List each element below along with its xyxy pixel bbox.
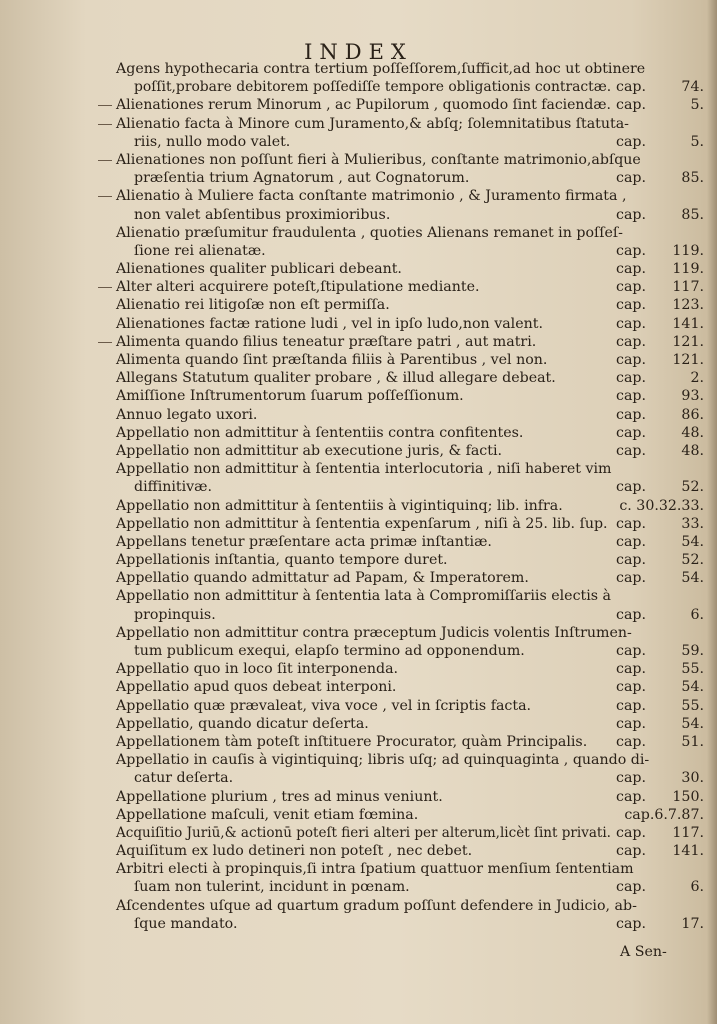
entry-line-text: Alimenta quando ſint præſtanda filiis à Parentibus , vel non.: [116, 352, 548, 368]
chapter-abbrev: cap.: [616, 279, 646, 296]
chapter-reference: [616, 442, 704, 460]
entry-text: [116, 442, 702, 460]
entry-line-text: Alimenta quando filius teneatur præſtare patri , aut matri.: [116, 333, 537, 350]
entry-text: [116, 406, 702, 424]
chapter-number: 117.: [672, 824, 704, 841]
entry-line-text: Alienationes factæ ratione ludi , vel in ipſo ludo,non valent.: [116, 315, 543, 332]
index-entry: [116, 678, 702, 696]
index-entry: [116, 897, 702, 933]
chapter-abbrev: cap.: [616, 370, 646, 387]
entry-line-text: Agens hypothecaria contra tertium poſſeſſorem,ſufficit,ad hoc ut obtinere: [116, 61, 646, 77]
entry-text: [116, 369, 702, 387]
index-entry: [116, 587, 702, 623]
entry-text: [116, 460, 702, 478]
chapter-number: 54.: [681, 679, 704, 696]
chapter-number: 48.: [681, 424, 704, 441]
entry-line-text: Amiſſione Inſtrumentorum ſuarum poſſeſſionum.: [116, 388, 464, 405]
chapter-abbrev: cap.: [616, 824, 646, 841]
index-entry: [116, 533, 702, 551]
entry-line-text: Appellatio non admittitur à ſententia lata à Compromiſſariis electis à: [116, 588, 612, 605]
chapter-reference: [616, 824, 704, 842]
entry-line-text: Appellatio non admittitur à ſententiis à vigintiquinq; lib. infra.: [116, 497, 563, 514]
entry-text: [116, 788, 702, 806]
entry-line-text: diffinitivæ.: [134, 479, 213, 496]
entry-line-text: Alienatio præſumitur fraudulenta , quoties Alienans remanet in poſſeſ-: [116, 224, 623, 241]
entry-line-text: Appellatio non admittitur à ſententia expenſarum , niſi à 25. lib. ſup.: [116, 515, 608, 532]
index-entry: [116, 697, 702, 715]
index-entry: [116, 660, 702, 678]
entry-line-text: Aſcendentes uſque ad quartum gradum poſſunt defendere in Judicio, ab-: [116, 897, 637, 914]
chapter-abbrev: cap.: [616, 315, 646, 332]
chapter-abbrev: cap.: [616, 733, 646, 750]
chapter-number: 6.: [690, 879, 704, 896]
entry-line-text: Appellatio quæ prævaleat, viva voce , vel in ſcriptis facta.: [116, 697, 532, 714]
entry-line-text: Acquiſitio Juriū,& actionū poteſt fieri alteri per alterum,licèt ſint privati.: [116, 824, 611, 841]
chapter-reference: [616, 206, 704, 224]
chapter-abbrev: cap.: [616, 879, 646, 896]
entry-continuation: [116, 242, 702, 260]
entry-continuation: [116, 769, 702, 787]
chapter-reference: [616, 569, 704, 587]
entry-text: [116, 860, 702, 878]
chapter-number: 119.: [672, 261, 704, 278]
index-entry: [116, 806, 702, 824]
chapter-reference: [616, 333, 704, 351]
index-entry: [116, 224, 702, 260]
chapter-abbrev: cap.: [616, 97, 646, 114]
chapter-number: 52.: [681, 479, 704, 496]
chapter-number: 54.: [681, 715, 704, 732]
entry-text: [116, 296, 702, 314]
chapter-number: 141.: [672, 843, 704, 860]
chapter-number: 6.: [690, 606, 704, 623]
chapter-number: 52.: [681, 552, 704, 569]
chapter-number: 5.: [690, 133, 704, 150]
index-entry: [116, 406, 702, 424]
index-entry: [116, 515, 702, 533]
chapter-number: 48.: [681, 442, 704, 459]
entry-line-text: Appellatio non admittitur à ſententia interlocutoria , niſi haberet vim: [116, 461, 612, 478]
chapter-reference: [616, 296, 704, 314]
chapter-number: 85.: [681, 206, 704, 223]
entry-text: [116, 351, 702, 369]
chapter-number: 55.: [681, 697, 704, 714]
chapter-reference: [616, 678, 704, 696]
entry-line-text: Appellatio apud quos debeat interponi.: [116, 679, 397, 696]
index-entry: [116, 824, 702, 842]
chapter-reference: [616, 424, 704, 442]
chapter-reference: [616, 278, 704, 296]
chapter-reference: [616, 842, 704, 860]
chapter-abbrev: cap.: [616, 552, 646, 569]
index-entry: [116, 551, 702, 569]
index-entry: [116, 497, 702, 515]
index-entry: [116, 715, 702, 733]
chapter-reference: [616, 169, 704, 187]
entry-line-text: catur deſerta.: [134, 770, 234, 787]
entry-line-text: Alienatio rei litigoſæ non eſt permiſſa.: [116, 297, 390, 314]
index-entry: [116, 624, 702, 660]
chapter-number: 55.: [681, 661, 704, 678]
entry-text: [116, 60, 702, 78]
margin-dash-mark: [98, 105, 112, 106]
chapter-reference: [616, 96, 704, 114]
chapter-abbrev: cap.: [616, 843, 646, 860]
index-entry: [116, 187, 702, 223]
entry-line-text: Alienatio facta à Minore cum Juramento,& abſq; ſolemnitatibus ſtatuta-: [116, 115, 629, 132]
entry-line-text: poſſit,probare debitorem poſſediſſe tempore obligationis contractæ.: [134, 79, 612, 96]
entry-line-text: Appellans tenetur præſentare acta primæ inſtantiæ.: [116, 533, 492, 550]
chapter-abbrev: cap.: [616, 388, 646, 405]
entry-text: [116, 715, 702, 733]
chapter-reference: [616, 369, 704, 387]
chapter-reference: [616, 387, 704, 405]
entry-text: [116, 733, 702, 751]
chapter-reference: [616, 697, 704, 715]
index-entry: [116, 860, 702, 896]
entry-line-text: Alter alteri acquirere poteſt,ſtipulatione mediante.: [116, 279, 480, 296]
chapter-reference: [616, 733, 704, 751]
entry-line-text: Appellatio non admittitur contra præceptum Judicis volentis Inſtrumen-: [116, 624, 632, 641]
entry-text: [116, 842, 702, 860]
entry-line-text: tum publicum exequi, elapſo termino ad opponendum.: [134, 643, 525, 659]
entry-line-text: Appellatio non admittitur à ſententiis contra confitentes.: [116, 424, 524, 441]
chapter-number: 51.: [681, 733, 704, 750]
entry-line-text: Appellatio quando admittatur ad Papam, & Imperatorem.: [116, 570, 529, 587]
chapter-number: 85.: [681, 170, 704, 187]
chapter-abbrev: cap.: [616, 606, 646, 623]
chapter-number: 86.: [681, 406, 704, 423]
chapter-reference: [616, 642, 704, 660]
chapter-abbrev: cap.: [616, 79, 646, 96]
entry-text: [116, 533, 702, 551]
entry-text: [116, 824, 702, 842]
chapter-number: 5.: [690, 97, 704, 114]
chapter-abbrev: cap.: [616, 679, 646, 696]
index-entry: [116, 351, 702, 369]
entry-line-text: Appellationis inſtantia, quanto tempore duret.: [116, 552, 448, 569]
entry-text: [116, 806, 702, 824]
index-entry: [116, 733, 702, 751]
margin-dash-mark: [98, 124, 112, 125]
index-entry: [116, 387, 702, 405]
margin-dash-mark: [98, 196, 112, 197]
chapter-abbrev: cap.: [616, 515, 646, 532]
entry-continuation: [116, 642, 702, 660]
entry-continuation: [116, 878, 702, 896]
chapter-reference: [616, 606, 704, 624]
chapter-reference: c. 30.32.33.: [619, 497, 704, 514]
entry-text: [116, 424, 702, 442]
entry-text: [116, 497, 702, 515]
chapter-number: 17.: [681, 915, 704, 932]
chapter-reference: [616, 660, 704, 678]
index-entry: [116, 96, 702, 114]
chapter-abbrev: cap.: [616, 479, 646, 496]
index-entry: [116, 278, 702, 296]
index-entry: [116, 369, 702, 387]
index-entry: [116, 260, 702, 278]
chapter-reference: [616, 551, 704, 569]
chapter-reference: [616, 260, 704, 278]
index-entry: [116, 788, 702, 806]
entry-line-text: Alienationes qualiter publicari debeant.: [116, 261, 402, 278]
chapter-abbrev: cap.: [616, 261, 646, 278]
chapter-number: 2.: [690, 370, 704, 387]
index-entry: [116, 424, 702, 442]
chapter-abbrev: cap.: [616, 788, 646, 805]
chapter-abbrev: cap.: [616, 170, 646, 187]
entry-text: [116, 569, 702, 587]
entry-text: [116, 678, 702, 696]
entry-line-text: Appellatione plurium , tres ad minus veniunt.: [116, 788, 443, 805]
chapter-number: 117.: [672, 279, 704, 296]
chapter-number: 123.: [672, 297, 704, 314]
chapter-reference: [616, 878, 704, 896]
entry-text: [116, 115, 702, 133]
chapter-number: 33.: [681, 515, 704, 532]
index-entry: [116, 751, 702, 787]
entry-text: [116, 515, 702, 533]
entry-text: [116, 187, 702, 205]
entry-continuation: [116, 133, 702, 151]
chapter-reference: [616, 533, 704, 551]
chapter-number: 150.: [672, 788, 704, 805]
entry-line-text: Allegans Statutum qualiter probare , & illud allegare debeat.: [116, 370, 556, 387]
entry-line-text: ſuam non tulerint, incidunt in pœnam.: [134, 879, 410, 896]
entry-line-text: Appellatio, quando dicatur deſerta.: [116, 715, 369, 732]
catchword: A Sen-: [620, 944, 667, 960]
chapter-reference: [616, 78, 704, 96]
entry-line-text: Alienationes rerum Minorum , ac Pupilorum , quomodo ſint faciendæ.: [116, 97, 611, 114]
chapter-abbrev: cap.: [616, 297, 646, 314]
chapter-abbrev: cap.: [616, 643, 646, 659]
chapter-reference: [616, 515, 704, 533]
index-entry: [116, 842, 702, 860]
chapter-reference: cap.6.7.87.: [624, 806, 704, 823]
entry-text: [116, 387, 702, 405]
index-entry: [116, 296, 702, 314]
entry-line-text: Appellatio in cauſis à vigintiquinq; libris uſq; ad quinquaginta , quando di-: [116, 752, 650, 769]
page-edge-shadow: [707, 0, 717, 1024]
chapter-abbrev: cap.: [616, 424, 646, 441]
entry-text: [116, 260, 702, 278]
index-entry: [116, 460, 702, 496]
entry-line-text: propinquis.: [134, 606, 216, 623]
chapter-abbrev: cap.: [616, 133, 646, 150]
chapter-abbrev: cap.: [616, 406, 646, 423]
chapter-reference: [616, 242, 704, 260]
entry-continuation: [116, 169, 702, 187]
margin-dash-mark: [98, 160, 112, 161]
chapter-number: 59.: [681, 643, 704, 659]
chapter-number: 119.: [672, 242, 704, 259]
index-entries: [116, 60, 702, 933]
chapter-abbrev: cap.: [616, 206, 646, 223]
entry-continuation: [116, 78, 702, 96]
entry-line-text: Appellatio quo in loco ſit interponenda.: [116, 661, 399, 678]
chapter-reference: [616, 478, 704, 496]
chapter-abbrev: cap.: [616, 715, 646, 732]
index-entry: [116, 315, 702, 333]
entry-line-text: præſentia trium Agnatorum , aut Cognatorum.: [134, 170, 470, 187]
chapter-abbrev: cap.: [616, 442, 646, 459]
entry-text: [116, 751, 702, 769]
entry-line-text: ſque mandato.: [134, 915, 238, 932]
entry-text: [116, 96, 702, 114]
entry-text: [116, 333, 702, 351]
entry-line-text: ſione rei alienatæ.: [134, 242, 266, 259]
entry-line-text: Appellatione maſculi, venit etiam fœmina.: [116, 806, 419, 823]
chapter-number: 30.: [681, 770, 704, 787]
chapter-number: 121.: [672, 352, 704, 368]
chapter-abbrev: cap.: [616, 242, 646, 259]
chapter-number: 54.: [681, 533, 704, 550]
chapter-number: 121.: [672, 333, 704, 350]
entry-line-text: Aquiſitum ex ludo detineri non poteſt , nec debet.: [116, 843, 473, 860]
index-entry: [116, 115, 702, 151]
entry-line-text: Appellatio non admittitur ab executione juris, & facti.: [116, 442, 503, 459]
chapter-reference: [616, 715, 704, 733]
entry-text: [116, 697, 702, 715]
entry-line-text: Alienationes non poſſunt fieri à Mulieribus, conſtante matrimonio,abſque: [116, 151, 641, 168]
entry-text: [116, 660, 702, 678]
entry-text: [116, 224, 702, 242]
entry-line-text: Arbitri electi à propinquis,ſi intra ſpatium quattuor menſium ſententiam: [116, 861, 634, 878]
page-title: INDEX: [304, 40, 413, 64]
chapter-number: 93.: [681, 388, 704, 405]
index-entry: [116, 333, 702, 351]
chapter-reference: [616, 769, 704, 787]
entry-text: [116, 315, 702, 333]
entry-continuation: [116, 915, 702, 933]
chapter-reference: [616, 315, 704, 333]
entry-continuation: [116, 206, 702, 224]
chapter-number: 54.: [681, 570, 704, 587]
entry-continuation: [116, 606, 702, 624]
chapter-abbrev: cap.: [616, 333, 646, 350]
chapter-abbrev: cap.: [616, 770, 646, 787]
chapter-reference: [616, 406, 704, 424]
chapter-abbrev: cap.: [616, 352, 646, 368]
entry-text: [116, 624, 702, 642]
index-entry: [116, 60, 702, 96]
entry-line-text: non valet abſentibus proximioribus.: [134, 206, 391, 223]
entry-text: [116, 551, 702, 569]
index-entry: [116, 569, 702, 587]
entry-line-text: riis, nullo modo valet.: [134, 133, 291, 150]
chapter-reference: [616, 133, 704, 151]
entry-text: [116, 587, 702, 605]
entry-text: [116, 278, 702, 296]
chapter-number: 74.: [681, 79, 704, 96]
chapter-abbrev: cap.: [616, 533, 646, 550]
entry-continuation: [116, 478, 702, 496]
index-entry: [116, 151, 702, 187]
chapter-abbrev: cap.: [616, 697, 646, 714]
chapter-abbrev: cap.: [616, 915, 646, 932]
index-entry: [116, 442, 702, 460]
entry-line-text: Annuo legato uxori.: [116, 406, 258, 423]
entry-line-text: Alienatio à Muliere facta conſtante matrimonio , & Juramento firmata ,: [116, 188, 627, 205]
entry-text: [116, 151, 702, 169]
entry-text: [116, 897, 702, 915]
chapter-abbrev: cap.: [616, 570, 646, 587]
chapter-number: 141.: [672, 315, 704, 332]
chapter-reference: [616, 788, 704, 806]
margin-dash-mark: [98, 342, 112, 343]
chapter-abbrev: cap.: [616, 661, 646, 678]
chapter-reference: [616, 351, 704, 369]
entry-line-text: Appellationem tàm poteſt inſtituere Procurator, quàm Principalis.: [116, 733, 588, 750]
chapter-reference: [616, 915, 704, 933]
margin-dash-mark: [98, 287, 112, 288]
